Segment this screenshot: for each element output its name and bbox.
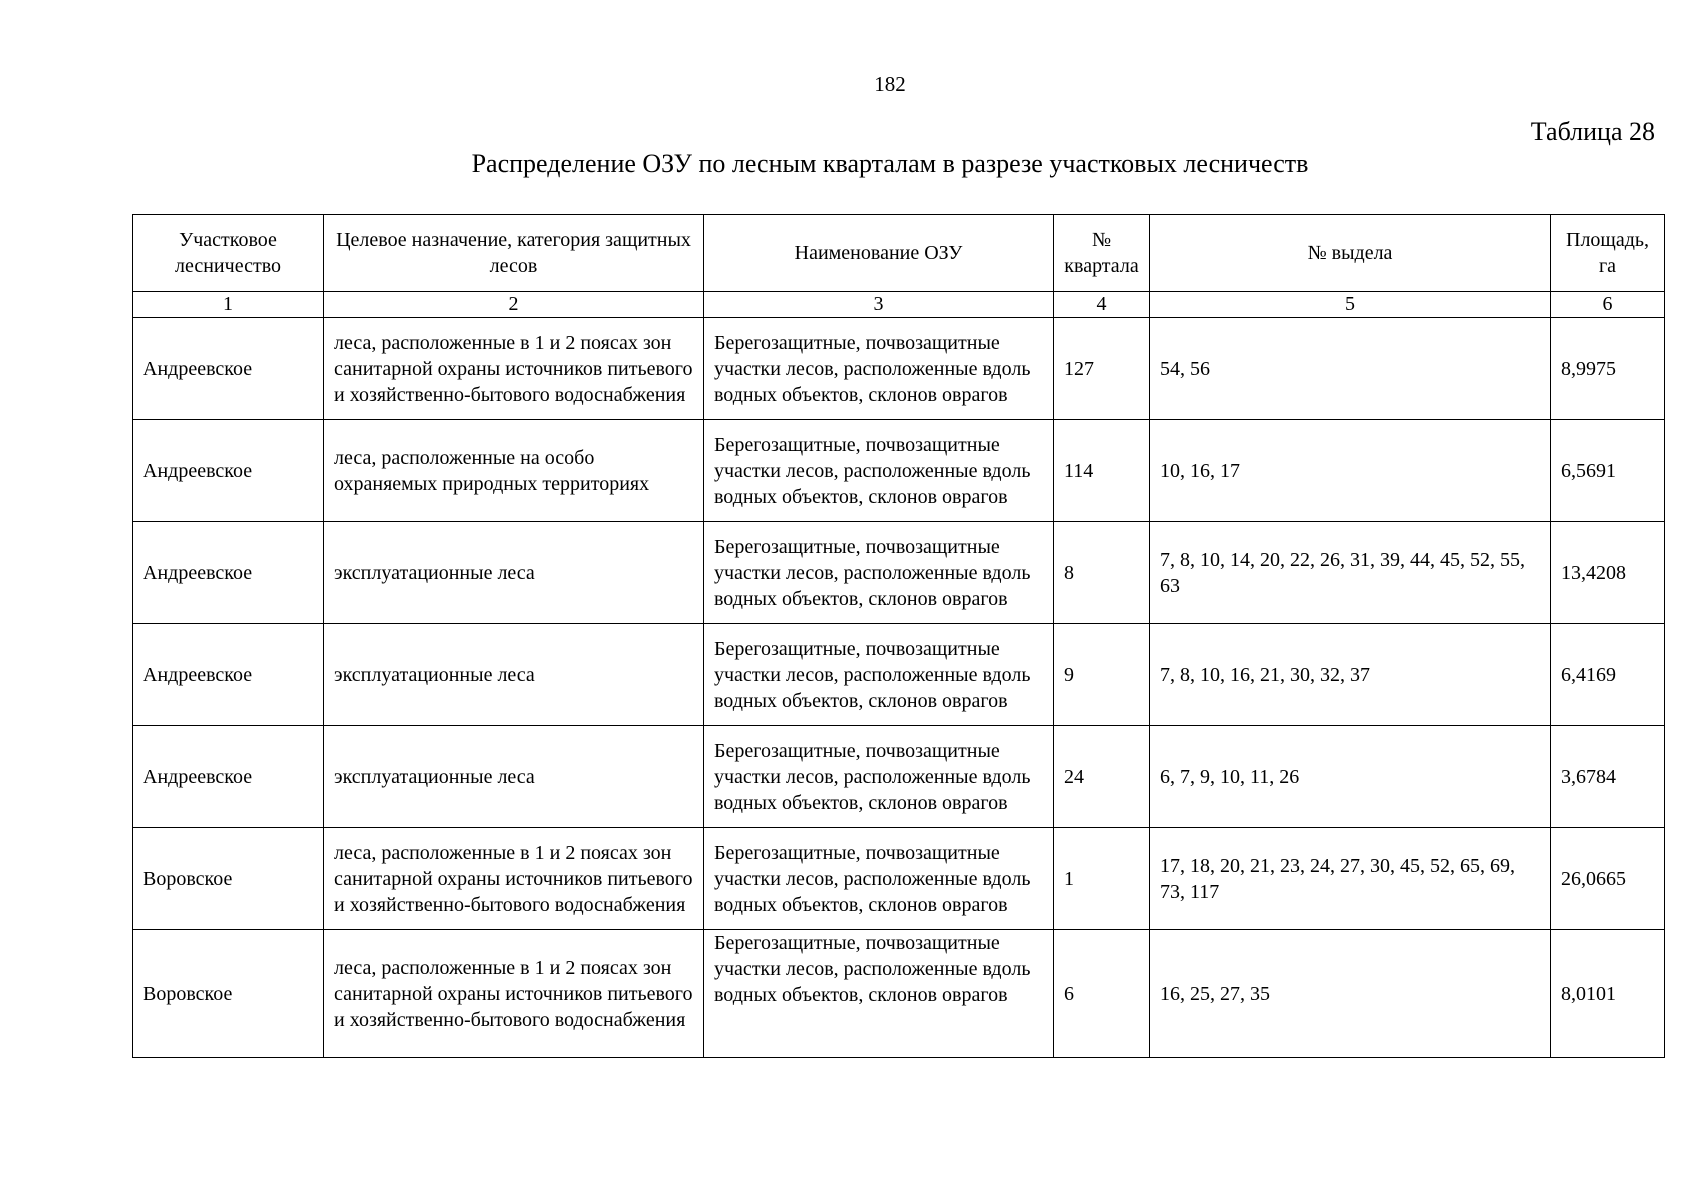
ozu-name-cell: Берегозащитные, почвозащитные участки лесов, расположенные вдоль водных объектов, склонов оврагов — [704, 318, 1054, 420]
quarter-cell: 8 — [1054, 522, 1150, 624]
forestry-cell: Андреевское — [133, 522, 324, 624]
area-cell: 8,9975 — [1551, 318, 1665, 420]
table-row — [133, 624, 1665, 726]
plots-cell: 6, 7, 9, 10, 11, 26 — [1150, 726, 1551, 828]
ozu-name-cell: Берегозащитные, почвозащитные участки лесов, расположенные вдоль водных объектов, склонов оврагов — [704, 522, 1054, 624]
column-number: 6 — [1551, 292, 1665, 318]
forestry-cell: Андреевское — [133, 420, 324, 522]
table-row — [133, 318, 1665, 420]
page-number: 182 — [874, 72, 906, 96]
column-number: 5 — [1150, 292, 1551, 318]
column-header: Площадь, га — [1551, 215, 1665, 292]
forestry-cell: Андреевское — [133, 624, 324, 726]
forestry-cell: Воровское — [133, 828, 324, 930]
forestry-cell: Воровское — [133, 930, 324, 1058]
area-cell: 3,6784 — [1551, 726, 1665, 828]
area-cell: 8,0101 — [1551, 930, 1665, 1058]
quarter-cell: 6 — [1054, 930, 1150, 1058]
ozu-name-cell: Берегозащитные, почвозащитные участки лесов, расположенные вдоль водных объектов, склонов оврагов — [704, 624, 1054, 726]
purpose-cell: леса, расположенные в 1 и 2 поясах зон санитарной охраны источников питьевого и хозяйственно-бытового водоснабжения — [324, 318, 704, 420]
ozu-name-cell: Берегозащитные, почвозащитные участки лесов, расположенные вдоль водных объектов, склонов оврагов — [704, 420, 1054, 522]
purpose-cell: леса, расположенные на особо охраняемых природных территориях — [324, 420, 704, 522]
quarter-cell: 9 — [1054, 624, 1150, 726]
table-row — [133, 828, 1665, 930]
quarter-cell: 114 — [1054, 420, 1150, 522]
forestry-cell: Андреевское — [133, 726, 324, 828]
column-number: 1 — [133, 292, 324, 318]
forestry-cell: Андреевское — [133, 318, 324, 420]
purpose-cell: эксплуатационные леса — [324, 522, 704, 624]
area-cell: 6,4169 — [1551, 624, 1665, 726]
plots-cell: 10, 16, 17 — [1150, 420, 1551, 522]
plots-cell: 7, 8, 10, 14, 20, 22, 26, 31, 39, 44, 45, 52, 55, 63 — [1150, 522, 1551, 624]
plots-cell: 16, 25, 27, 35 — [1150, 930, 1551, 1058]
table-row — [133, 522, 1665, 624]
purpose-cell: эксплуатационные леса — [324, 624, 704, 726]
plots-cell: 54, 56 — [1150, 318, 1551, 420]
table-row — [133, 930, 1665, 1058]
ozu-name-cell: Берегозащитные, почвозащитные участки лесов, расположенные вдоль водных объектов, склонов оврагов — [704, 930, 1054, 1058]
plots-cell: 17, 18, 20, 21, 23, 24, 27, 30, 45, 52, 65, 69, 73, 117 — [1150, 828, 1551, 930]
area-cell: 26,0665 — [1551, 828, 1665, 930]
column-number: 4 — [1054, 292, 1150, 318]
table-title: Распределение ОЗУ по лесным кварталам в разрезе участковых лесничеств — [471, 149, 1309, 178]
purpose-cell: леса, расположенные в 1 и 2 поясах зон санитарной охраны источников питьевого и хозяйственно-бытового водоснабжения — [324, 930, 704, 1058]
ozu-name-cell: Берегозащитные, почвозащитные участки лесов, расположенные вдоль водных объектов, склонов оврагов — [704, 726, 1054, 828]
purpose-cell: эксплуатационные леса — [324, 726, 704, 828]
table-row — [133, 420, 1665, 522]
column-header: № выдела — [1150, 215, 1551, 292]
plots-cell: 7, 8, 10, 16, 21, 30, 32, 37 — [1150, 624, 1551, 726]
ozu-table — [132, 214, 1665, 1058]
column-header: Наименование ОЗУ — [704, 215, 1054, 292]
column-number-row — [133, 292, 1665, 318]
quarter-cell: 127 — [1054, 318, 1150, 420]
column-number: 3 — [704, 292, 1054, 318]
column-header: № квартала — [1054, 215, 1150, 292]
ozu-name-cell: Берегозащитные, почвозащитные участки лесов, расположенные вдоль водных объектов, склонов оврагов — [704, 828, 1054, 930]
quarter-cell: 1 — [1054, 828, 1150, 930]
area-cell: 13,4208 — [1551, 522, 1665, 624]
column-number: 2 — [324, 292, 704, 318]
column-header: Целевое назначение, категория защитных лесов — [324, 215, 704, 292]
header-row — [133, 215, 1665, 292]
table-label: Таблица 28 — [1530, 117, 1655, 146]
table-row — [133, 726, 1665, 828]
purpose-cell: леса, расположенные в 1 и 2 поясах зон санитарной охраны источников питьевого и хозяйственно-бытового водоснабжения — [324, 828, 704, 930]
quarter-cell: 24 — [1054, 726, 1150, 828]
column-header: Участковое лесничество — [133, 215, 324, 292]
area-cell: 6,5691 — [1551, 420, 1665, 522]
